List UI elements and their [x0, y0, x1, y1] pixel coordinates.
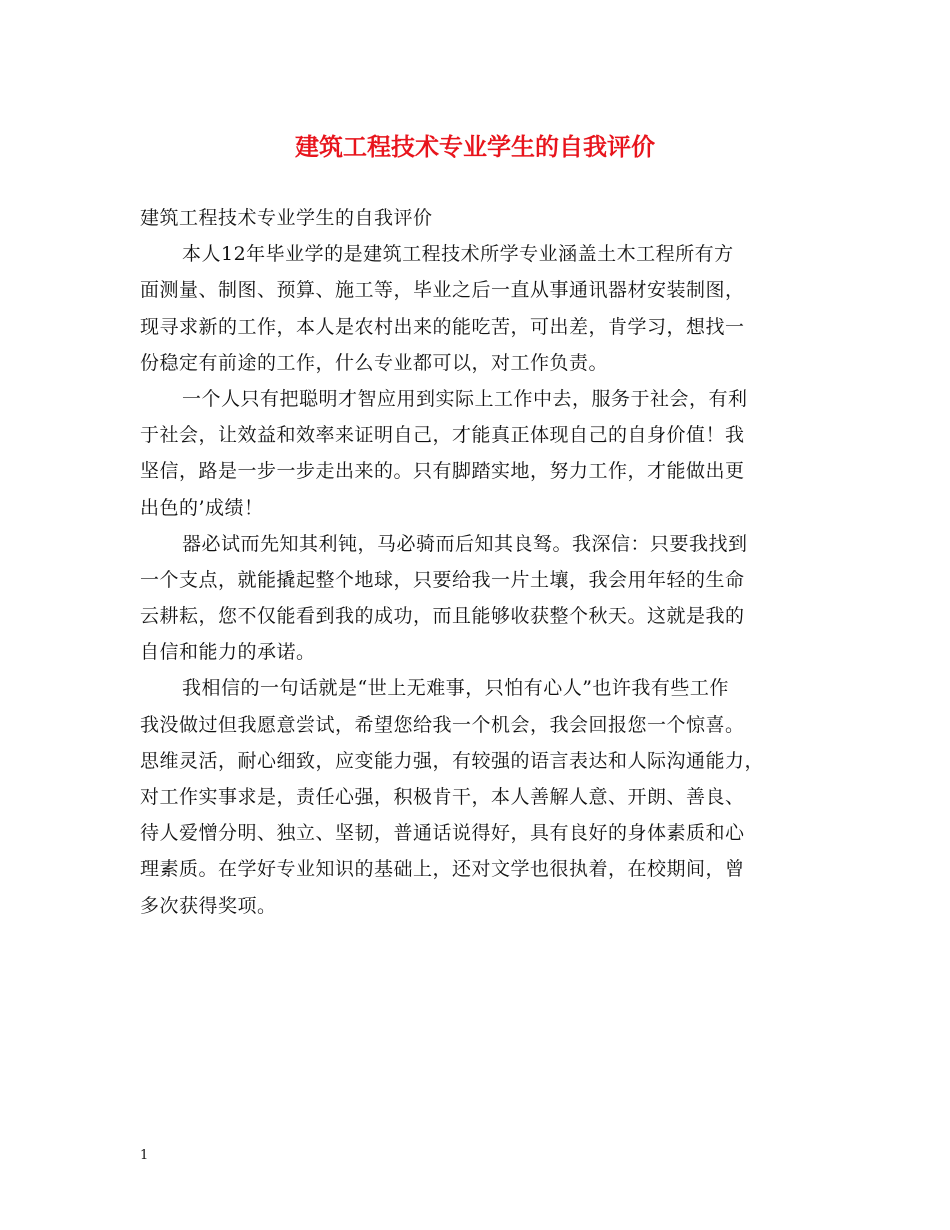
paragraph-3-line-4: 自信和能力的承诺。 — [140, 641, 316, 664]
paragraph-1-line-2: 面测量、制图、预算、施工等，毕业之后一直从事通讯器材安装制图， — [140, 279, 745, 302]
paragraph-4-line-6: 理素质。在学好专业知识的基础上，还对文学也很执着，在校期间，曾 — [140, 858, 745, 881]
paragraph-3-line-1: 器必试而先知其利钝，马必骑而后知其良驽。我深信：只要我找到 — [182, 532, 748, 555]
paragraph-3-line-2: 一个支点，就能撬起整个地球，只要给我一片土壤，我会用年轻的生命 — [140, 568, 745, 591]
paragraph-2-line-4: 出色的’成绩！ — [140, 496, 264, 519]
paragraph-4-line-3: 思维灵活，耐心细致，应变能力强，有较强的语言表达和人际沟通能力， — [140, 749, 765, 772]
document-title: 建筑工程技术专业学生的自我评价 — [295, 132, 655, 161]
paragraph-1-line-3: 现寻求新的工作，本人是农村出来的能吃苦，可出差，肯学习，想找一 — [140, 315, 745, 338]
paragraph-4-line-5: 待人爱憎分明、独立、坚韧，普通话说得好，具有良好的身体素质和心 — [140, 822, 745, 845]
paragraph-2-line-3: 坚信，路是一步一步走出来的。只有脚踏实地，努力工作，才能做出更 — [140, 460, 745, 483]
paragraph-3-line-3: 云耕耘，您不仅能看到我的成功，而且能够收获整个秋天。这就是我的 — [140, 605, 745, 628]
paragraph-1-line-4: 份稳定有前途的工作，什么专业都可以，对工作负责。 — [140, 351, 609, 374]
paragraph-1-line-1: 本人12年毕业学的是建筑工程技术所学专业涵盖土木工程所有方 — [182, 243, 734, 266]
paragraph-4-line-4: 对工作实事求是，责任心强，积极肯干，本人善解人意、开朗、善良、 — [140, 786, 745, 808]
section-heading: 建筑工程技术专业学生的自我评价 — [140, 207, 433, 229]
document-body — [140, 200, 830, 924]
paragraph-4-line-7: 多次获得奖项。 — [140, 894, 277, 917]
paragraph-4-line-1: 我相信的一句话就是“世上无难事，只怕有心人”也许我有些工作 — [182, 677, 729, 700]
paragraph-2-line-1: 一个人只有把聪明才智应用到实际上工作中去，服务于社会，有利 — [182, 387, 748, 410]
paragraph-2-line-2: 于社会，让效益和效率来证明自己，才能真正体现自己的自身价值！我 — [140, 424, 745, 447]
paragraph-4-line-2: 我没做过但我愿意尝试，希望您给我一个机会，我会回报您一个惊喜。 — [140, 713, 745, 736]
page-number: 1 — [140, 1148, 149, 1163]
